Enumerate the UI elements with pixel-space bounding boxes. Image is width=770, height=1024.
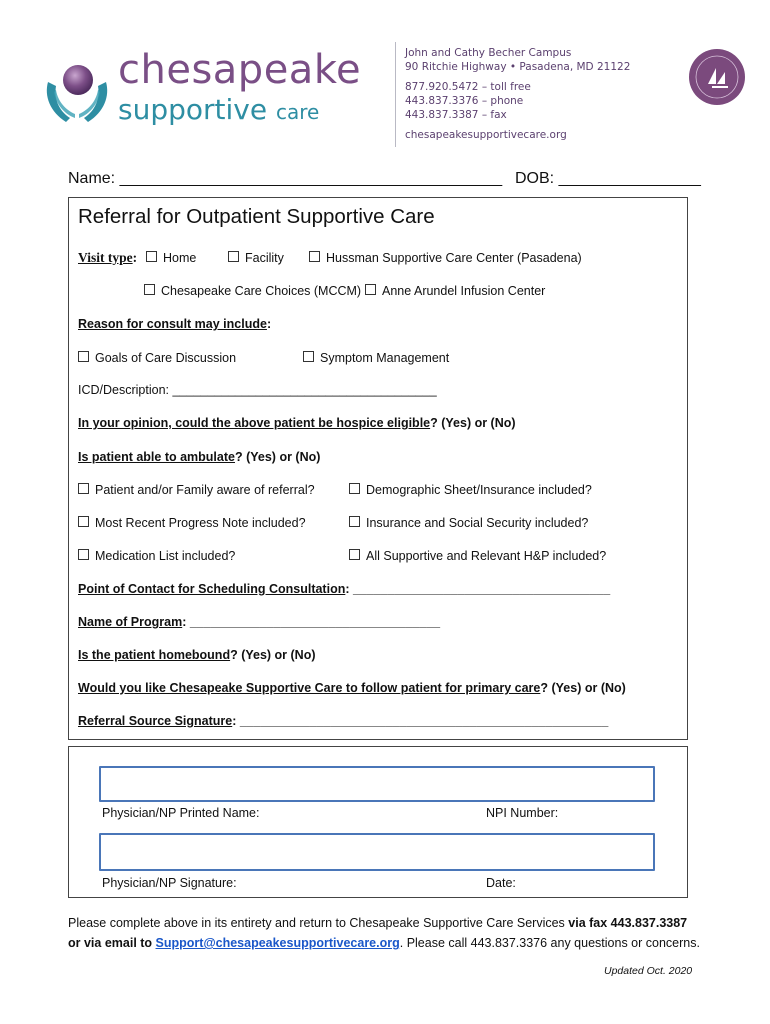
campus-address: 90 Ritchie Highway • Pasadena, MD 21122	[405, 61, 631, 73]
contact-row	[78, 581, 610, 597]
check-progress-label: Most Recent Progress Note included?	[95, 516, 306, 530]
date-label: Date:	[486, 876, 516, 890]
footer-email-intro: or via email to	[68, 936, 156, 950]
visit-option-infusion-label: Anne Arundel Infusion Center	[382, 284, 546, 298]
checkbox-aware[interactable]	[78, 483, 89, 494]
tollfree-number: 877.920.5472 – toll free	[405, 81, 531, 93]
check-aware[interactable]	[78, 482, 315, 498]
checkbox-hp[interactable]	[349, 549, 360, 560]
header-divider	[395, 42, 396, 147]
accreditation-seal	[688, 48, 746, 106]
icd-description-field[interactable]: ICD/Description: ______________________________________	[78, 383, 437, 397]
visit-type-row	[78, 250, 137, 266]
fax-number: 443.837.3387 – fax	[405, 109, 507, 121]
hospice-question: In your opinion, could the above patient be hospice eligible	[78, 416, 431, 430]
contact-input[interactable]: : _____________________________________	[345, 582, 611, 596]
form-title: Referral for Outpatient Supportive Care	[78, 205, 435, 228]
logo-wordmark-supportive	[118, 93, 320, 126]
seal-icon	[688, 48, 746, 106]
patient-dob-field[interactable]: DOB: ________________	[515, 170, 701, 187]
signature-input[interactable]: : _____________________________________________________	[232, 714, 609, 728]
footer-line-2-text: . Please call 443.837.3376 any questions or concerns.	[399, 936, 700, 950]
checkbox-medication[interactable]	[78, 549, 89, 560]
hospice-answer[interactable]: ? (Yes) or (No)	[430, 416, 516, 430]
check-progress[interactable]	[78, 515, 306, 531]
visit-type-label: Visit type	[78, 250, 133, 265]
logo-hands-icon	[42, 60, 112, 126]
visit-option-facility-label: Facility	[245, 251, 284, 265]
visit-option-home[interactable]	[146, 250, 196, 266]
logo-word-supportive: supportive	[118, 93, 268, 126]
checkbox-hussman[interactable]	[309, 251, 320, 262]
visit-type-colon: :	[132, 250, 138, 265]
physician-name-input[interactable]	[99, 766, 655, 802]
program-input[interactable]: : ____________________________________	[182, 615, 441, 629]
visit-option-mccm[interactable]	[144, 283, 361, 299]
visit-option-home-label: Home	[163, 251, 197, 265]
primary-care-row	[78, 680, 626, 696]
footer-instructions	[68, 913, 700, 953]
contact-block	[405, 46, 630, 142]
checkbox-home[interactable]	[146, 251, 157, 262]
visit-option-hussman-label: Hussman Supportive Care Center (Pasadena)	[326, 251, 582, 265]
visit-option-facility[interactable]	[228, 250, 284, 266]
logo-word-care: care	[275, 100, 320, 124]
reason-option-goals[interactable]	[78, 350, 236, 366]
check-demographic-label: Demographic Sheet/Insurance included?	[366, 483, 592, 497]
checkbox-progress[interactable]	[78, 516, 89, 527]
visit-option-hussman[interactable]	[309, 250, 582, 266]
reason-label-row	[78, 316, 271, 332]
checkbox-goals[interactable]	[78, 351, 89, 362]
primary-care-answer[interactable]: ? (Yes) or (No)	[540, 681, 626, 695]
website-link[interactable]: chesapeakesupportivecare.org	[405, 129, 567, 141]
footer-line-1	[68, 913, 700, 933]
physician-signature-input[interactable]	[99, 833, 655, 871]
logo-wordmark-chesapeake: chesapeake	[118, 47, 362, 93]
updated-date: Updated Oct. 2020	[604, 965, 693, 977]
program-label: Name of Program	[78, 615, 183, 629]
reason-colon: :	[266, 317, 272, 331]
npi-label: NPI Number:	[486, 806, 559, 820]
checkbox-symptom[interactable]	[303, 351, 314, 362]
footer-line-2	[68, 933, 700, 953]
check-medication[interactable]	[78, 548, 235, 564]
patient-name-field[interactable]: Name: ___________________________________________	[68, 170, 503, 187]
reason-label: Reason for consult may include	[78, 317, 267, 331]
phone-number: 443.837.3376 – phone	[405, 95, 524, 107]
signature-row	[78, 713, 608, 729]
homebound-question: Is the patient homebound	[78, 648, 231, 662]
homebound-answer[interactable]: ? (Yes) or (No)	[230, 648, 316, 662]
visit-option-infusion[interactable]	[365, 283, 545, 299]
check-insurance[interactable]	[349, 515, 588, 531]
support-email-link[interactable]: Support@chesapeakesupportivecare.org	[155, 936, 400, 950]
hospice-question-row	[78, 415, 516, 431]
check-medication-label: Medication List included?	[95, 549, 236, 563]
checkbox-facility[interactable]	[228, 251, 239, 262]
visit-option-mccm-label: Chesapeake Care Choices (MCCM)	[161, 284, 362, 298]
checkbox-infusion[interactable]	[365, 284, 376, 295]
physician-name-label: Physician/NP Printed Name:	[102, 806, 260, 820]
checkbox-demographic[interactable]	[349, 483, 360, 494]
contact-label: Point of Contact for Scheduling Consultation	[78, 582, 346, 596]
checkbox-insurance[interactable]	[349, 516, 360, 527]
signature-label: Referral Source Signature	[78, 714, 233, 728]
homebound-row	[78, 647, 316, 663]
reason-option-goals-label: Goals of Care Discussion	[95, 351, 237, 365]
program-row	[78, 614, 440, 630]
reason-option-symptom-label: Symptom Management	[320, 351, 450, 365]
ambulate-question-row	[78, 449, 320, 465]
ambulate-answer[interactable]: ? (Yes) or (No)	[234, 450, 321, 464]
campus-name: John and Cathy Becher Campus	[405, 47, 572, 59]
reason-option-symptom[interactable]	[303, 350, 449, 366]
check-hp-label: All Supportive and Relevant H&P included?	[366, 549, 607, 563]
footer-fax: via fax 443.837.3387	[568, 916, 688, 930]
checkbox-mccm[interactable]	[144, 284, 155, 295]
primary-care-question: Would you like Chesapeake Supportive Care to follow patient for primary care	[78, 681, 541, 695]
footer-line-1-text: Please complete above in its entirety and return to Chesapeake Supportive Care Services	[68, 916, 569, 930]
physician-signature-label: Physician/NP Signature:	[102, 876, 237, 890]
check-aware-label: Patient and/or Family aware of referral?	[95, 483, 315, 497]
check-demographic[interactable]	[349, 482, 592, 498]
logo	[42, 60, 112, 126]
ambulate-question: Is patient able to ambulate	[78, 450, 235, 464]
check-hp[interactable]	[349, 548, 606, 564]
check-insurance-label: Insurance and Social Security included?	[366, 516, 589, 530]
